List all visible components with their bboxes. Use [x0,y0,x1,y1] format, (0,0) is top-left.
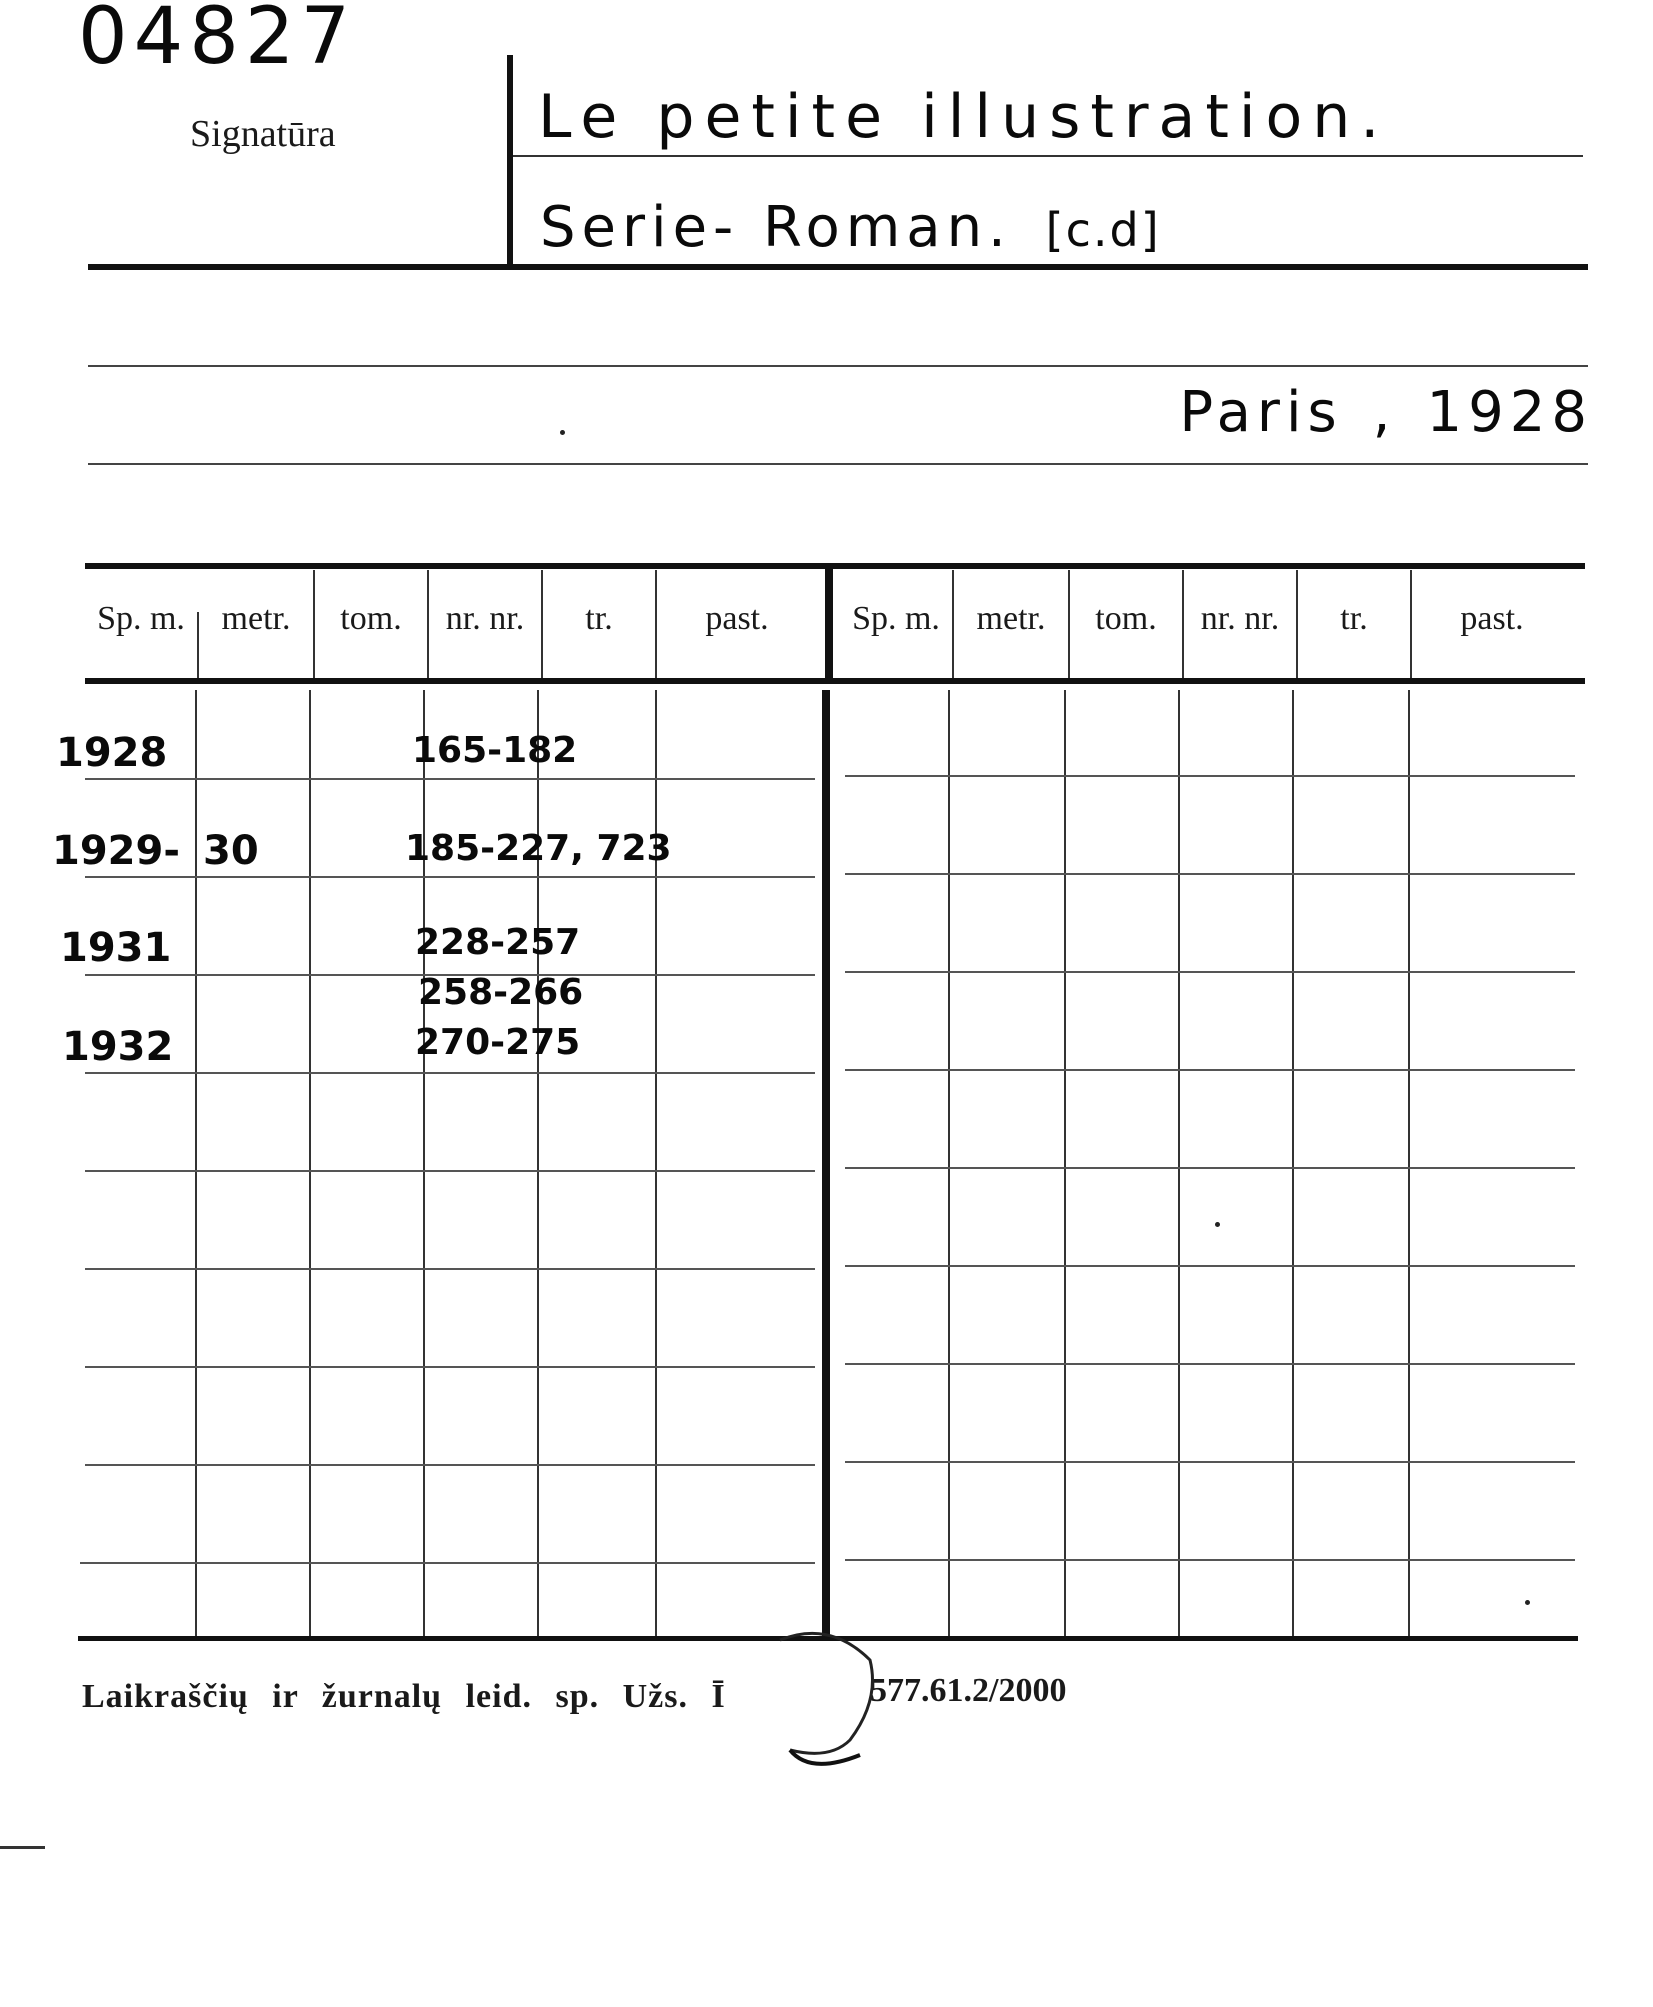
row-line [80,1562,815,1564]
entry-metr: 30 [203,828,259,874]
row-line [85,876,815,878]
row-line [845,971,1575,973]
row-line [845,1069,1575,1071]
row-line [85,1464,815,1466]
row-line [845,775,1575,777]
row-line [85,1366,815,1368]
speck [1525,1600,1530,1605]
header-rule-1 [88,365,1588,367]
col-line [195,690,197,1636]
hdr-left-tr: tr. [585,600,613,637]
col-line [427,570,429,678]
entry-numbers: 270-275 [415,1022,581,1063]
col-line [1296,570,1298,678]
center-divider-top [825,568,833,678]
entry-numbers: 185-227, 723 [405,828,672,869]
row-line [845,1461,1575,1463]
title-line-1: Le petite illustration. [538,82,1390,152]
col-line [1182,570,1184,678]
hdr-right-tom: tom. [1095,600,1157,637]
hdr-left-metr: metr. [221,600,291,637]
entry-numbers: 228-257 [415,922,581,963]
row-line [845,1559,1575,1561]
col-line [948,690,950,1636]
hdr-left-nr: nr. nr. [445,600,525,637]
row-line [85,1268,815,1270]
place-text: Paris [1179,380,1343,445]
row-line [85,1072,815,1074]
col-line [541,570,543,678]
hdr-right-past: past. [1460,600,1524,637]
punch-hole [770,1600,890,1780]
header-rule-2 [88,463,1588,465]
hdr-right-nr: nr. nr. [1200,600,1280,637]
publication-place: Paris , 1928 [1179,380,1593,445]
row-line [85,1170,815,1172]
entry-year: 1928 [56,730,168,776]
col-line [1410,570,1412,678]
year-text: 1928 [1426,380,1593,445]
entry-year: 1932 [62,1024,174,1070]
printer-imprint: Laikraščių ir žurnalų leid. sp. Užs. Ī [82,1678,726,1715]
entry-year: 1929- [52,828,180,874]
hdr-left-sp-m: Sp. m. [97,600,185,637]
row-line [845,873,1575,875]
title-divider [507,55,513,265]
entry-numbers: 165-182 [412,730,578,771]
title-line-2 [540,195,1161,260]
col-line [1292,690,1294,1636]
entry-numbers: 258-266 [418,972,584,1013]
print-code: 577.61.2/2000 [870,1672,1067,1709]
table-header-rule [85,678,1585,684]
col-line [1408,690,1410,1636]
row-line [845,1363,1575,1365]
col-line [197,612,199,678]
hdr-right-tr: tr. [1340,600,1368,637]
table-top-rule [85,563,1585,569]
col-line [313,570,315,678]
hdr-left-past: past. [705,600,769,637]
col-line [655,570,657,678]
hdr-right-metr: metr. [976,600,1046,637]
speck [1215,1222,1220,1227]
col-line [1178,690,1180,1636]
row-line [85,778,815,780]
series-text: Serie- Roman. [540,195,1012,260]
hdr-left-tom: tom. [340,600,402,637]
signature-label: Signatūra [190,113,336,155]
col-line [1064,690,1066,1636]
col-line [309,690,311,1636]
accession-number: 04827 [78,0,357,82]
center-divider [822,690,830,1636]
entry-year: 1931 [60,925,172,971]
header-rule-thick [88,264,1588,270]
row-line [845,1167,1575,1169]
title-underline [513,155,1583,157]
title-note: [c.d] [1045,203,1161,257]
edge-mark [0,1846,45,1849]
row-line [845,1265,1575,1267]
col-line [952,570,954,678]
speck [560,430,565,435]
hdr-right-sp-m: Sp. m. [852,600,940,637]
col-line [1068,570,1070,678]
